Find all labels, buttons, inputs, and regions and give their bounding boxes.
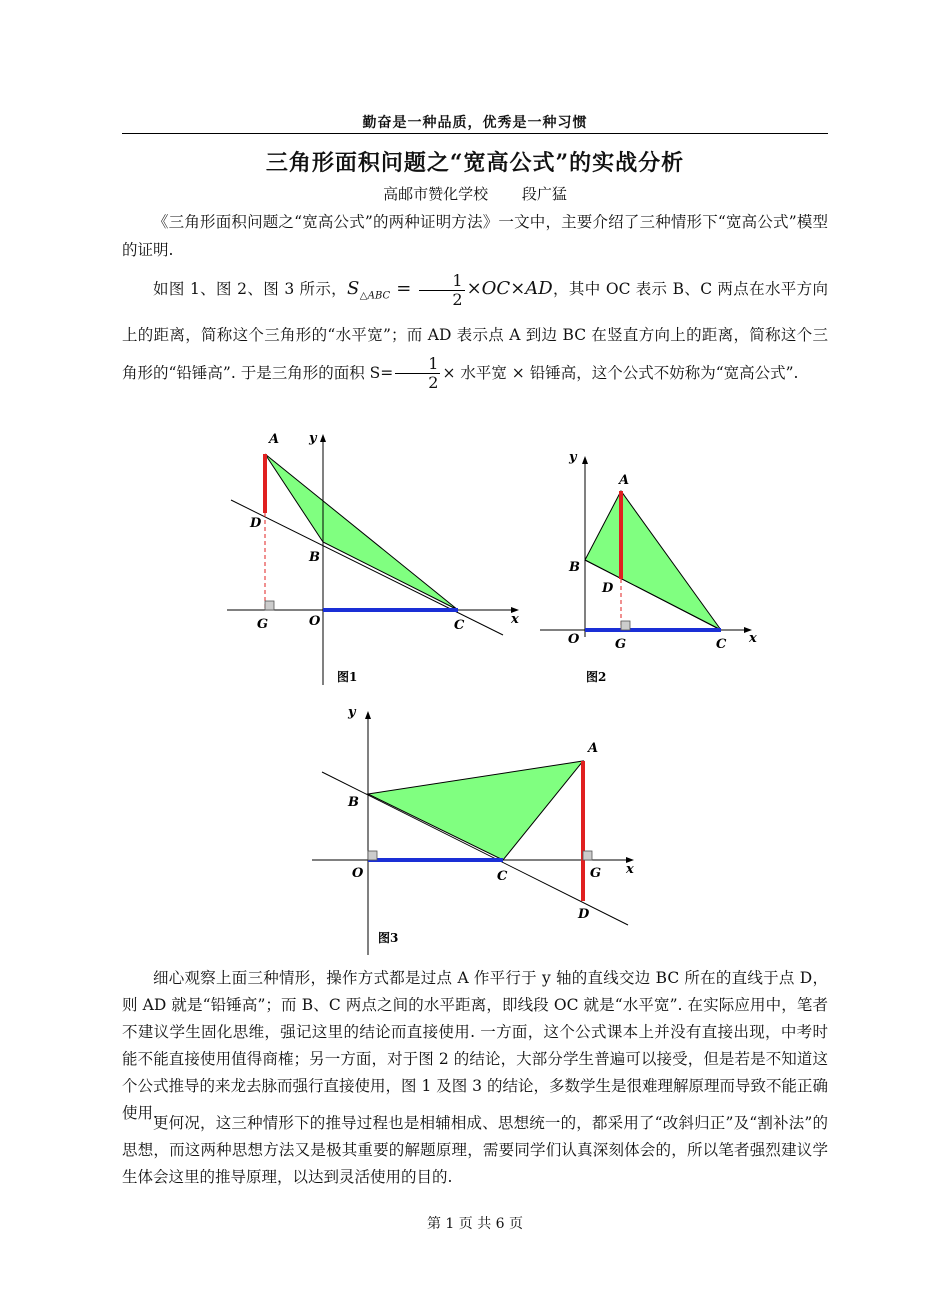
fig1-label-b: B [309,550,320,565]
formula-rhs: ×OC×AD [466,278,553,299]
page-title: 三角形面积问题之“宽高公式”的实战分析 [265,150,685,176]
author-name: 段广猛 [521,185,567,203]
formula-half [419,272,464,309]
fig1-label-c: C [454,618,465,633]
fig3-label-x: x [626,862,634,877]
fig1-label-x: x [511,612,519,627]
fig3-right-angle-o [368,851,377,860]
area-half-den: 2 [428,373,439,393]
header-motto: 勤奋是一种品质，优秀是一种习惯 [362,115,588,131]
fig3-label-g: G [590,866,602,881]
fig1-triangle [265,454,458,610]
figure-3 [310,700,640,960]
figure-1 [225,425,535,690]
figure-2 [538,445,768,690]
fig3-label-a: A [588,741,599,756]
formula-eq: = [390,278,418,299]
fig3-label-d: D [578,907,590,922]
body-paragraph-2: 更何况，这三种情形下的推导过程也是相辅相成、思想统一的，都采用了“改斜归正”及“割补法”的思想，而这两种思想方法又是极其重要的解题原理，需要同学们认真深刻体会的，所以笔者强烈建议学生体会这里的推导原理，以达到灵活使用的目的. [122,1114,828,1186]
fig2-label-x: x [749,631,757,646]
fig3-label-c: C [497,869,508,884]
definition-lead: 如图 1、图 2、图 3 所示， [153,280,348,298]
fig2-triangle [585,491,721,630]
author-school: 高邮市赞化学校 [383,185,489,203]
fig1-caption: 图1 [337,670,358,684]
author-line [0,183,950,204]
fig3-right-angle-g [583,851,592,860]
fig2-label-y: y [569,450,577,465]
fig1-right-angle [265,601,274,610]
formula-subscript: △ABC [359,290,391,302]
fig1-label-a: A [269,432,280,447]
body-paragraph-1: 细心观察上面三种情形，操作方式都是过点 A 作平行于 y 轴的直线交边 BC 所在的直线于点 D，则 AD 就是“铅锤高”；而 B、C 两点之间的水平距离，即线段 OC 就是“水平宽”. 在实际应用中，笔者不建议学生固化思维，强记这里的结论而直接使用. 一方面，这个公式课本上并没有直接出现，中考时能不能直接使用值得商榷；另一方面，对于图 2 的结论，大部分学生普遍可以接受，但是若是不知道这个公式推导的来龙去脉而强行直接使用，图 1 及图 3 的结论，多数学生是很难理解原理而导致不能正确使用. [122,969,828,1122]
fig2-label-c: C [716,637,727,652]
fig2-caption: 图2 [586,670,607,684]
formula-half-den: 2 [452,289,463,309]
fig1-label-g: G [257,617,269,632]
fig3-label-y: y [348,705,356,720]
header-rule [122,133,828,134]
formula-lhs: $S_{\triangle ABC}$ [347,278,391,302]
fig2-y-arrow [582,456,588,464]
fig2-label-b: B [569,560,580,575]
fig1-label-y: y [309,431,317,446]
definition-paragraph [122,270,828,392]
fig1-line-bc [231,500,503,635]
definition-rest2: × 水平宽 × 铅锤高，这个公式不妨称为“宽高公式”. [442,363,799,382]
area-half-num: 1 [395,355,440,374]
fig3-label-b: B [348,795,359,810]
intro-paragraph: 《三角形面积问题之“宽高公式”的两种证明方法》一文中，主要介绍了三种情形下“宽高公式”模型的证明. [122,213,828,259]
page-footer: 第 1 页 共 6 页 [426,1216,524,1232]
fig1-label-d: D [250,516,262,531]
area-half [395,355,440,392]
fig2-right-angle [621,621,630,630]
formula-half-num: 1 [419,272,464,291]
fig2-label-a: A [619,473,630,488]
fig2-label-o: O [568,632,580,647]
fig1-label-o: O [309,614,321,629]
definition-rest1: ，其中 OC 表示 B、C 两点在水平方向上的距离，简称这个三角形的“水平宽”；而 AD 表示点 A 到边 BC 在竖直方向上的距离，简称这个三角形的“铅锤高”. 于是三角形的面积 S= [122,280,828,382]
fig2-label-g: G [615,637,627,652]
fig2-label-d: D [602,581,614,596]
fig3-triangle [368,761,583,860]
fig3-label-o: O [352,866,364,881]
fig3-caption: 图3 [378,931,399,945]
fig1-y-arrow [320,434,326,442]
fig3-y-arrow [365,711,371,719]
